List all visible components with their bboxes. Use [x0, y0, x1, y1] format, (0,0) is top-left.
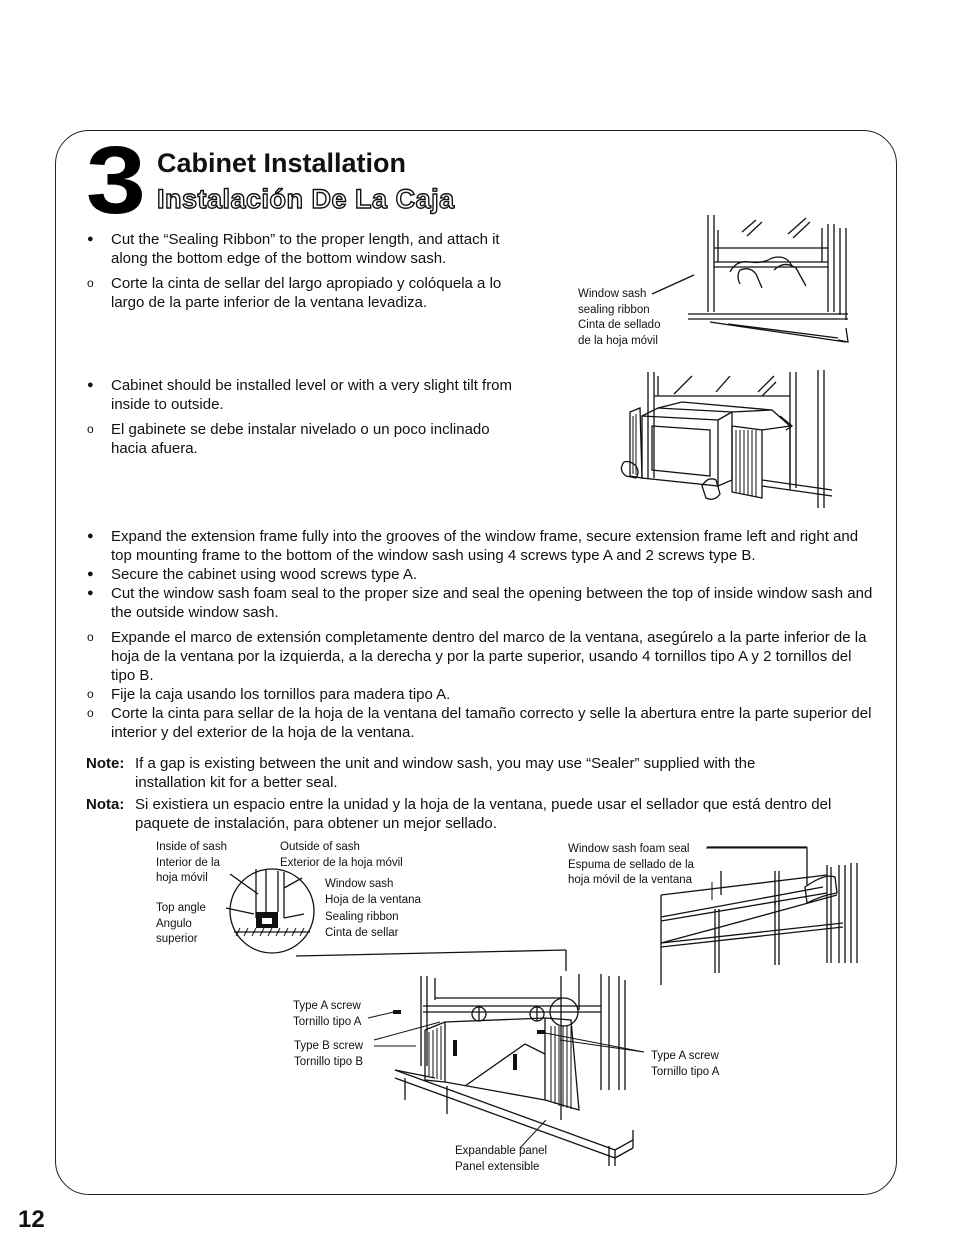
caption-foam-seal: Window sash foam seal Espuma de sellado de la hoja móvil de la ventana [568, 843, 694, 886]
title-english: Cabinet Installation [157, 148, 407, 178]
bullet-circle-icon: o [87, 276, 94, 290]
caption-type-b: Type B screw Tornillo tipo B [294, 1040, 364, 1068]
note-english: Note: If a gap is existing between the unit and window sash, you may use “Sealer” supplied with the installation kit for a better seal. [86, 755, 756, 791]
caption-sealing-ribbon: Sealing ribbon Cinta de sellar [325, 911, 399, 939]
step-number: 3 [86, 127, 146, 234]
list-item: o Corte la cinta para sellar de la hoja de la ventana del tamaño correcto y selle la abertura entre la parte superior del interior y del exterior de la hoja de la ventana. [87, 705, 872, 741]
title-spanish: Instalación De La Caja [157, 184, 455, 214]
list-item: ● Cut the “Sealing Ribbon” to the proper length, and attach it along the bottom edge of the bottom window sash. [87, 231, 500, 267]
bullet-dot-icon: ● [87, 233, 94, 245]
list-item: o El gabinete se debe instalar nivelado o un poco inclinado hacia afuera. [87, 421, 490, 457]
caption-type-a-right: Type A screw Tornillo tipo A [651, 1050, 720, 1078]
bullet-dot-icon: ● [87, 587, 94, 599]
bullet-dot-icon: ● [87, 379, 94, 391]
bullet-circle-icon: o [87, 706, 94, 720]
list-item: o Fije la caja usando los tornillos para madera tipo A. [87, 686, 451, 703]
page-number: 12 [18, 1206, 45, 1233]
list-item: o Corte la cinta de sellar del largo apropiado y colóquela a lo largo de la parte inferior de la ventana levadiza. [87, 275, 502, 311]
caption-inside-sash: Inside of sash Interior de la hoja móvil [156, 841, 227, 884]
caption-type-a-left: Type A screw Tornillo tipo A [293, 1000, 362, 1028]
list-item: ● Secure the cabinet using wood screws type A. [87, 566, 418, 583]
caption-sash-ribbon: Window sash sealing ribbon Cinta de sellado de la hoja móvil [578, 288, 661, 347]
bullet-circle-icon: o [87, 630, 94, 644]
bullet-dot-icon: ● [87, 568, 94, 580]
list-item: ● Expand the extension frame fully into the grooves of the window frame, secure extension frame left and right and top mounting frame to the bottom of the window sash using 4 screws type A and 2 screws type B. [87, 528, 859, 564]
caption-expandable-panel: Expandable panel Panel extensible [455, 1145, 548, 1173]
bullet-dot-icon: ● [87, 530, 94, 542]
bullet-circle-icon: o [87, 687, 94, 701]
list-item: ● Cabinet should be installed level or with a very slight tilt from inside to outside. [87, 377, 513, 413]
caption-outside-sash: Outside of sash Exterior de la hoja móvil [280, 841, 403, 869]
list-item: o Expande el marco de extensión completamente dentro del marco de la ventana, asegúrelo a la parte inferior de la hoja de la ventana por la izquierda, a la derecha y por la parte superior, usando 4 tornillos tipo A y 2 tornillos del tipo B. [87, 629, 867, 684]
note-spanish: Nota: Si existiera un espacio entre la unidad y la hoja de la ventana, puede usar el sellador que está dentro del paquete de instalación, para obtener un mejor sellado. [86, 796, 832, 832]
caption-window-sash: Window sash Hoja de la ventana [325, 878, 421, 906]
bullet-circle-icon: o [87, 422, 94, 436]
caption-top-angle: Top angle Angulo superior [156, 902, 206, 945]
list-item: ● Cut the window sash foam seal to the proper size and seal the opening between the top of inside window sash and the outside window sash. [87, 585, 873, 621]
